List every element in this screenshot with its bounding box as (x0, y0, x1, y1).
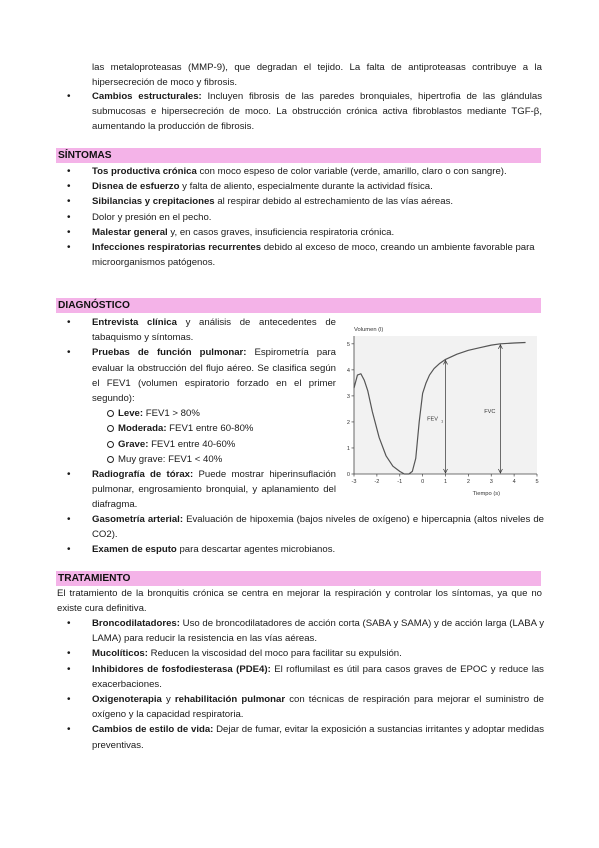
radiografia-text: Puede mostrar hiperinsuflación pulmonar, engrosamiento bronquial, y aplanamiento del diafragma. (92, 469, 336, 511)
grade-label: Leve: (118, 408, 144, 420)
annotation-subscript: 1 (441, 418, 444, 424)
sintoma-label: Sibilancias y crepitaciones (92, 196, 215, 208)
sintoma-label: Infecciones respiratorias recurrentes (92, 242, 262, 254)
x-tick-label: -2 (374, 479, 380, 485)
grade-text: FEV1 > 80% (143, 408, 200, 420)
x-tick-label: 4 (512, 479, 516, 485)
spirometry-chart (339, 322, 542, 500)
tratamiento-text: Uso de broncodilatadores de acción corta (SABA y SAMA) y de acción larga (LABA y LAMA) para reducir la resistencia en las vías aéreas. (92, 618, 544, 645)
tratamiento-list (92, 616, 544, 753)
y-tick-label: 5 (346, 341, 350, 348)
sintoma-text: debido al exceso de moco, creando un ambiente favorable para microorganismos patógenos. (92, 242, 535, 269)
gasometria-text: Evaluación de hipoxemia (bajos niveles de oxígeno) e hipercapnia (altos niveles de CO2). (92, 514, 544, 541)
sintomas-list (92, 164, 544, 270)
entrevista-label: Entrevista clínica (92, 317, 177, 328)
fev1-grade-item (106, 452, 336, 467)
sintoma-item (92, 179, 544, 194)
tratamiento-label: Mucolíticos: (92, 648, 148, 660)
diagnostico-left-column (92, 315, 336, 513)
tratamiento-item (92, 662, 544, 692)
tratamiento-text: y (161, 694, 175, 706)
pruebas-label: Pruebas de función pulmonar: (92, 347, 247, 359)
sintoma-text: con moco espeso de color variable (verde, amarillo, claro o con sangre). (196, 166, 507, 177)
cambios-text: Incluyen fibrosis de las paredes bronquiales, hipertrofia de las glándulas submucosas e hipersecreción de moco. La obstrucción crónica activa fibroblastos mediante TGF-β, aumentando la producción de fibrosis. (92, 91, 542, 133)
esputo-item (92, 542, 544, 557)
x-tick-label: 2 (466, 479, 470, 485)
sintoma-text: Dolor y presión en el pecho. (92, 211, 212, 223)
tratamiento-item (92, 722, 544, 752)
x-tick-label: 1 (443, 479, 448, 485)
sintoma-label: Tos productiva crónica (92, 166, 197, 177)
y-axis-title: Volumen (l) (354, 327, 384, 333)
sintoma-item (92, 210, 544, 225)
grade-text: FEV1 entre 40-60% (148, 438, 236, 450)
x-tick-label: -1 (397, 479, 403, 485)
tratamiento-item (92, 646, 544, 661)
radiografia-item (92, 467, 336, 513)
sintoma-item (92, 240, 544, 270)
annotation-label: FVC (484, 408, 496, 415)
sintoma-label: Disnea de esfuerzo (92, 181, 180, 193)
entrevista-item (92, 315, 336, 345)
sintoma-text: y falta de aliento, especialmente durante la actividad física. (179, 181, 433, 193)
cambios-item (92, 89, 542, 135)
y-tick-label: 1 (346, 445, 350, 452)
intro-paragraph (92, 60, 542, 90)
tratamiento-text: El roflumilast es útil para casos graves de EPOC y reduce las exacerbaciones. (92, 663, 544, 690)
y-tick-label: 3 (346, 393, 350, 400)
tratamiento-text: Reducen la viscosidad del moco para facilitar su expulsión. (147, 648, 402, 660)
fev1-grade-item (106, 406, 336, 421)
sintoma-item (92, 225, 544, 240)
grade-label: Grave: (118, 438, 149, 450)
tratamiento-text-2: con técnicas de respiración para mejorar el suministro de oxígeno y la capacidad respiratoria. (92, 694, 544, 721)
entrevista-text: y análisis de antecedentes de tabaquismo y síntomas. (92, 317, 336, 344)
sintoma-label: Malestar general (92, 226, 168, 238)
esputo-label: Examen de esputo (92, 544, 177, 556)
tratamiento-item (92, 616, 544, 646)
y-tick-label: 0 (346, 472, 350, 478)
x-tick-label: -3 (351, 479, 357, 485)
tratamiento-label-2: rehabilitación pulmonar (174, 694, 286, 706)
tratamiento-item (92, 692, 544, 722)
x-axis-title: Tiempo (s) (472, 491, 501, 497)
tratamiento-label: Oxigenoterapia (92, 694, 162, 706)
diagnostico-heading: DIAGNÓSTICO (56, 298, 541, 313)
y-tick-label: 2 (346, 419, 350, 426)
annotation-label: FEV (427, 416, 438, 423)
pruebas-item (92, 345, 336, 467)
gasometria-item (92, 512, 544, 542)
grade-label: Moderada: (118, 423, 167, 435)
sintomas-heading: SÍNTOMAS (56, 148, 541, 163)
sintoma-text: al respirar debido al estrechamiento de las vías aéreas. (214, 196, 454, 208)
grade-text: Muy grave: FEV1 < 40% (118, 453, 223, 465)
grade-text: FEV1 entre 60-80% (166, 423, 254, 435)
sintoma-item (92, 164, 544, 179)
tratamiento-label: Inhibidores de fosfodiesterasa (PDE4): (92, 663, 271, 675)
tratamiento-label: Cambios de estilo de vida: (92, 724, 214, 736)
pruebas-text: Espirometría para evaluar la obstrucción del flujo aéreo. Se clasifica según el FEV1 (volumen espiratorio forzado en el primer segundo): (92, 347, 336, 405)
cambios-label: Cambios estructurales: (92, 91, 202, 102)
fev1-grade-item (106, 421, 336, 436)
esputo-text: para descartar agentes microbianos. (176, 544, 336, 556)
x-tick-label: 5 (535, 479, 539, 485)
tratamiento-text: Dejar de fumar, evitar la exposición a sustancias irritantes y adoptar medidas preventivas. (92, 724, 544, 751)
gasometria-label: Gasometría arterial: (92, 514, 184, 525)
tratamiento-heading: TRATAMIENTO (56, 571, 541, 586)
fev1-grade-item (106, 437, 336, 452)
diagnostico-lower-list (92, 512, 544, 558)
intro-text: las metaloproteasas (MMP-9), que degradan el tejido. La falta de antiproteasas contribuye a la hipersecreción de moco y fibrosis. (92, 62, 542, 89)
x-tick-label: 3 (489, 479, 493, 485)
radiografia-label: Radiografía de tórax: (92, 469, 194, 481)
sintoma-text: y, en casos graves, insuficiencia respiratoria crónica. (167, 226, 395, 238)
tratamiento-label: Broncodilatadores: (92, 618, 180, 629)
x-tick-label: 0 (421, 479, 425, 485)
tratamiento-intro: El tratamiento de la bronquitis crónica se centra en mejorar la respiración y controlar los síntomas, ya que no existe cura definitiva. (57, 588, 542, 615)
sintoma-item (92, 194, 544, 209)
spirometry-svg (339, 322, 542, 500)
y-tick-label: 4 (346, 367, 350, 374)
